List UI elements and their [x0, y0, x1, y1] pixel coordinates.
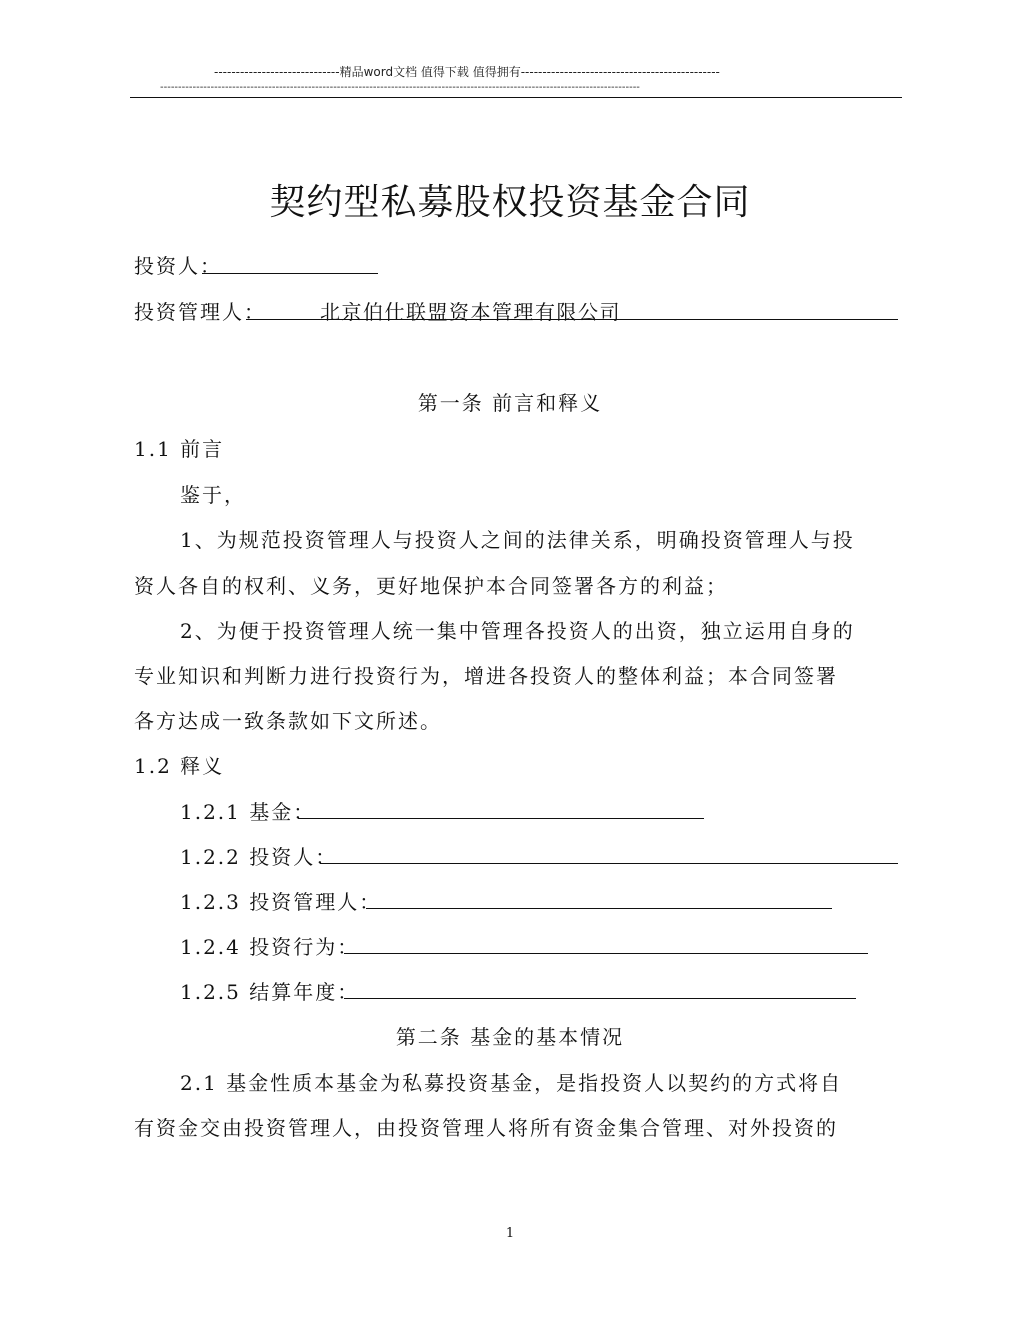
article-2-paragraph-line-2: 有资金交由投资管理人，由投资管理人将所有资金集合管理、对外投资的 — [134, 1116, 838, 1140]
recital-2-line-3: 各方达成一致条款如下文所述。 — [134, 709, 442, 733]
definition-investment-act: 1.2.4 投资行为： — [180, 935, 360, 959]
manager-value: 北京伯仕联盟资本管理有限公司 — [320, 300, 621, 324]
manager-underline — [246, 319, 898, 320]
investor-blank — [202, 273, 378, 274]
recital-1-line-1: 1、为规范投资管理人与投资人之间的法律关系，明确投资管理人与投 — [180, 528, 855, 552]
header-rule — [130, 97, 902, 98]
page-number: 1 — [505, 1226, 515, 1241]
definition-investment-act-blank — [344, 953, 868, 954]
article-2-paragraph-line-1: 2.1 基金性质本基金为私募投资基金，是指投资人以契约的方式将自 — [180, 1071, 843, 1095]
section-1-1-heading: 1.1 前言 — [134, 437, 225, 461]
recital-2-line-1: 2、为便于投资管理人统一集中管理各投资人的出资，独立运用自身的 — [180, 619, 855, 643]
manager-label: 投资管理人： — [134, 300, 266, 324]
definition-investor-blank — [320, 863, 898, 864]
recital-2-line-2: 专业知识和判断力进行投资行为，增进各投资人的整体利益；本合同签署 — [134, 664, 838, 688]
section-1-2-heading: 1.2 释义 — [134, 754, 225, 778]
whereas-text: 鉴于， — [180, 483, 246, 507]
investor-label: 投资人： — [134, 254, 222, 278]
definition-fund-blank — [298, 818, 704, 819]
article-1-heading: 第一条 前言和释义 — [417, 391, 603, 415]
definition-manager-blank — [366, 908, 832, 909]
definition-fund: 1.2.1 基金： — [180, 800, 316, 824]
article-2-heading: 第二条 基金的基本情况 — [395, 1025, 625, 1049]
header-line-2: ------------------------------------------------------------------------------------------------------------------------------------- — [160, 82, 640, 93]
definition-settlement-year-blank — [344, 998, 856, 999]
document-title: 契约型私募股权投资基金合同 — [269, 182, 751, 223]
definition-investor: 1.2.2 投资人： — [180, 845, 338, 869]
definition-settlement-year: 1.2.5 结算年度： — [180, 980, 360, 1004]
recital-1-line-2: 资人各自的权利、义务，更好地保护本合同签署各方的利益； — [134, 574, 728, 598]
definition-manager: 1.2.3 投资管理人： — [180, 890, 382, 914]
header-line-1: -----------------------------精品word文档 值得下载 值得拥有---------------------------------------------- — [214, 65, 720, 79]
